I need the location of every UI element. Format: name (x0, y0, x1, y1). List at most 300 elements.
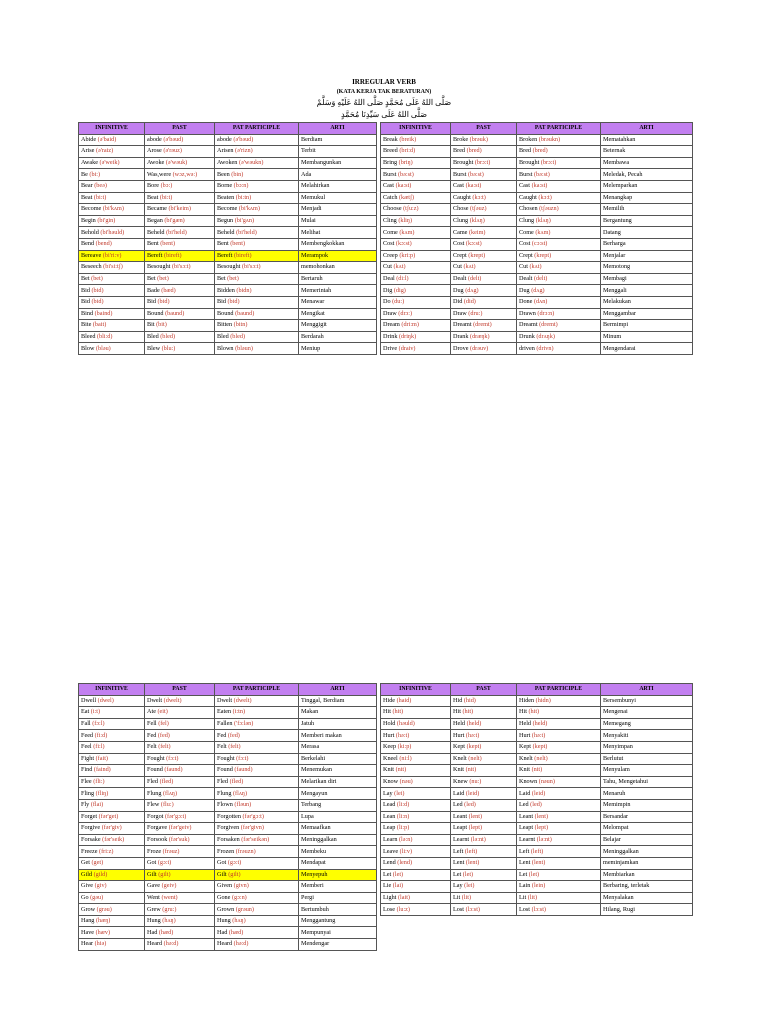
phonetic: (hæd) (228, 928, 244, 936)
meaning-cell: Lupa (299, 811, 377, 823)
phonetic: (nəu) (399, 778, 413, 786)
table-row (381, 192, 693, 204)
table-row (381, 811, 693, 823)
past-participle-cell (517, 331, 601, 343)
phonetic: (hit) (392, 708, 404, 716)
past-cell (145, 250, 215, 262)
phonetic: (lə:nt) (536, 836, 552, 844)
verb-word: Gild (81, 870, 93, 878)
phonetic: (kliŋ) (398, 217, 413, 225)
phonetic: (led) (530, 801, 542, 809)
past-participle-cell (215, 273, 299, 285)
past-cell (145, 707, 215, 719)
verb-word: Catch (383, 193, 398, 201)
infinitive-cell (79, 204, 145, 216)
infinitive-cell (79, 834, 145, 846)
infinitive-cell (381, 273, 451, 285)
verb-word: Become (217, 205, 238, 213)
phonetic: (bitn) (233, 321, 248, 329)
verb-word: Clung (453, 217, 469, 225)
past-cell (145, 799, 215, 811)
phonetic: (fel) (158, 720, 169, 728)
phonetic: (leid) (531, 789, 546, 797)
past-participle-cell (215, 799, 299, 811)
verb-word: Fallen (217, 720, 233, 728)
past-participle-cell (517, 308, 601, 320)
phonetic: (ka:st) (395, 182, 412, 190)
phonetic: (bi'held) (166, 228, 187, 236)
verb-word: Light (383, 893, 397, 901)
phonetic: (faind) (93, 766, 111, 774)
meaning-cell: Mematahkan (601, 134, 693, 146)
verb-word: Flung (217, 789, 232, 797)
meaning-cell: Pergi (299, 892, 377, 904)
table-row (381, 788, 693, 800)
table-row (79, 343, 377, 355)
infinitive-cell (79, 134, 145, 146)
phonetic: (bend) (95, 240, 112, 248)
verb-word: Find (81, 766, 93, 774)
phonetic: (dwelt) (163, 696, 182, 704)
table-row (79, 262, 377, 274)
table-row (381, 273, 693, 285)
table-row (381, 741, 693, 753)
past-participle-cell (215, 892, 299, 904)
past-participle-cell (517, 320, 601, 332)
past-participle-cell (517, 227, 601, 239)
phonetic: (hiə) (94, 940, 107, 948)
table-row (79, 204, 377, 216)
table-row (381, 869, 693, 881)
past-cell (451, 204, 517, 216)
table-row (79, 215, 377, 227)
verb-word: Lost (519, 905, 531, 913)
verb-word: Learn (383, 836, 398, 844)
verb-word: Lean (383, 812, 396, 820)
verb-word: Fed (217, 731, 227, 739)
phonetic: (get) (91, 859, 104, 867)
phonetic: (gɔ:t) (227, 859, 242, 867)
phonetic: (flu:) (160, 801, 174, 809)
phonetic: (hə:t) (531, 731, 546, 739)
past-cell (145, 227, 215, 239)
past-participle-cell (215, 707, 299, 719)
verb-word: Bred (519, 147, 532, 155)
infinitive-cell (381, 788, 451, 800)
infinitive-cell (79, 846, 145, 858)
infinitive-cell (381, 157, 451, 169)
verb-word: Lent (453, 859, 465, 867)
phonetic: (bə:st) (467, 170, 484, 178)
meaning-cell: meminjamkan (601, 857, 693, 869)
infinitive-cell (79, 823, 145, 835)
phonetic: (briŋ) (398, 159, 413, 167)
meaning-cell: Mendengar (299, 939, 377, 951)
verb-word: Burst (383, 170, 397, 178)
phonetic: (hid) (463, 696, 476, 704)
infinitive-cell (79, 238, 145, 250)
phonetic: (nit) (395, 766, 407, 774)
phonetic: (lai) (392, 882, 404, 890)
verb-word: Abide (81, 135, 97, 143)
meaning-cell: Berkelahi (299, 753, 377, 765)
phonetic: (lei) (394, 789, 405, 797)
table-row (79, 730, 377, 742)
phonetic: (hidn) (535, 696, 551, 704)
meaning-cell: Melihat (299, 227, 377, 239)
verb-word: Become (81, 205, 102, 213)
infinitive-cell (79, 180, 145, 192)
verb-word: Drove (453, 344, 469, 352)
past-participle-cell (215, 320, 299, 332)
table-row (381, 904, 693, 916)
verb-word: Gilt (217, 870, 227, 878)
verb-table-top-left (78, 122, 377, 355)
past-participle-cell (215, 939, 299, 951)
infinitive-cell (79, 869, 145, 881)
verb-word: Lay (453, 882, 463, 890)
verb-word: Keep (383, 743, 397, 751)
past-cell (451, 904, 517, 916)
meaning-cell: Tahu, Mengetahui (601, 776, 693, 788)
table-row (381, 250, 693, 262)
past-participle-cell (215, 296, 299, 308)
verb-word: Burst (453, 170, 467, 178)
verb-word: Forsaken (217, 836, 240, 844)
past-cell (145, 881, 215, 893)
verb-word: Lit (453, 893, 461, 901)
phonetic: (fər'gɔ:t) (242, 812, 264, 820)
infinitive-cell (381, 215, 451, 227)
verb-word: Lend (383, 859, 396, 867)
past-cell (451, 765, 517, 777)
past-participle-cell (215, 157, 299, 169)
verb-word: Behold (81, 228, 99, 236)
past-cell (145, 215, 215, 227)
verb-word: Give (81, 882, 94, 890)
verb-word: Lent (519, 859, 531, 867)
table-row (381, 169, 693, 181)
phonetic: (ka:st) (465, 182, 482, 190)
column-header: PAST (451, 123, 517, 135)
column-header: INFINITIVE (79, 123, 145, 135)
infinitive-cell (79, 296, 145, 308)
past-participle-cell (517, 695, 601, 707)
past-cell (451, 881, 517, 893)
infinitive-cell (79, 788, 145, 800)
phonetic: (fər'gɔ:t) (164, 812, 187, 820)
past-cell (145, 343, 215, 355)
phonetic: (fər'seikən) (241, 836, 270, 844)
past-cell (145, 846, 215, 858)
phonetic: (drəuv) (470, 344, 489, 352)
column-header: PAT PARTICIPLE (215, 684, 299, 696)
verb-word: Deal (383, 275, 395, 283)
meaning-cell: Makan (299, 707, 377, 719)
past-participle-cell (517, 741, 601, 753)
infinitive-cell (381, 285, 451, 297)
phonetic: (baund) (235, 309, 255, 317)
meaning-cell: Bergantung (601, 215, 693, 227)
infinitive-cell (381, 823, 451, 835)
phonetic: (ə'wəuk) (165, 159, 188, 167)
phonetic: (gru:) (162, 905, 177, 913)
phonetic: (gɔ:n) (231, 893, 247, 901)
past-cell (451, 308, 517, 320)
phonetic: (bɔ:n) (233, 182, 249, 190)
past-participle-cell (517, 192, 601, 204)
verb-word: Knit (453, 766, 465, 774)
infinitive-cell (79, 308, 145, 320)
past-participle-cell (517, 707, 601, 719)
verb-word: Grow (81, 905, 96, 913)
verb-word: Kneel (383, 754, 398, 762)
phonetic: (drɔ:n) (537, 309, 555, 317)
phonetic: (bi'gæn) (164, 217, 185, 225)
infinitive-cell (79, 192, 145, 204)
past-participle-cell (215, 788, 299, 800)
verb-word: Beat (81, 193, 93, 201)
verb-word: Burst (519, 170, 533, 178)
phonetic: (ə'rizn) (235, 147, 253, 155)
verb-word: Forsake (81, 836, 101, 844)
verb-word: Bet (81, 275, 90, 283)
past-participle-cell (517, 718, 601, 730)
meaning-cell: Berdarah (299, 331, 377, 343)
phonetic: (bireft) (164, 251, 182, 259)
verb-word: Bereft (147, 251, 163, 259)
table-row (79, 927, 377, 939)
verb-word: Arose (147, 147, 162, 155)
past-cell (451, 892, 517, 904)
page-subtitle: (KATA KERJA TAK BERATURAN) (336, 89, 432, 95)
verb-word: Found (147, 766, 163, 774)
verb-word: Fall (81, 720, 91, 728)
verb-word: Blow (81, 344, 95, 352)
phonetic: (faund) (234, 766, 253, 774)
infinitive-cell (381, 250, 451, 262)
table-row (381, 846, 693, 858)
phonetic: (bit) (156, 321, 167, 329)
verb-word: Forgave (147, 824, 168, 832)
table-row (381, 695, 693, 707)
phonetic: (fər'geiv) (168, 824, 192, 832)
verb-word: Hit (519, 708, 527, 716)
past-participle-cell (517, 869, 601, 881)
past-cell (145, 834, 215, 846)
table-row (79, 741, 377, 753)
meaning-cell: Menggantung (299, 915, 377, 927)
past-cell (145, 262, 215, 274)
infinitive-cell (381, 834, 451, 846)
past-participle-cell (215, 250, 299, 262)
phonetic: (brɔ:t) (540, 159, 557, 167)
phonetic: (tʃəuzn) (539, 205, 559, 213)
past-cell (145, 320, 215, 332)
verb-word: Fled (217, 778, 229, 786)
verb-word: Bled (217, 332, 229, 340)
phonetic: (bent) (160, 240, 176, 248)
phonetic: (drɔ:) (398, 309, 413, 317)
verb-word: Come (383, 228, 398, 236)
table-row (79, 308, 377, 320)
verb-word: Bid (217, 298, 226, 306)
phonetic: (bi'gin) (97, 217, 116, 225)
past-cell (145, 157, 215, 169)
phonetic: (li:p) (396, 824, 410, 832)
verb-word: Bereave (81, 251, 102, 259)
phonetic: (bent) (230, 240, 246, 248)
column-header: ARTI (601, 684, 693, 696)
phonetic: (dʌg) (465, 286, 479, 294)
meaning-cell: Berbaring, terletak (601, 881, 693, 893)
past-participle-cell (517, 215, 601, 227)
phonetic: (gɔ:t) (157, 859, 172, 867)
verb-word: Crept (519, 251, 533, 259)
past-participle-cell (215, 169, 299, 181)
phonetic: (nelt) (468, 754, 482, 762)
meaning-cell: Datang (601, 227, 693, 239)
meaning-cell: Meledak, Pecah (601, 169, 693, 181)
verb-word: Bleed (81, 332, 96, 340)
phonetic: (flʌŋ) (233, 789, 248, 797)
phonetic: (lə:nt) (470, 836, 486, 844)
verb-word: Had (147, 928, 158, 936)
past-participle-cell (215, 146, 299, 158)
past-participle-cell (517, 892, 601, 904)
phonetic: (lent) (531, 859, 546, 867)
past-cell (145, 741, 215, 753)
infinitive-cell (381, 320, 451, 332)
infinitive-cell (79, 811, 145, 823)
verb-word: Awoken (217, 159, 238, 167)
past-cell (145, 823, 215, 835)
phonetic: (lent) (468, 812, 483, 820)
table-row (79, 146, 377, 158)
verb-word: Cut (383, 263, 392, 271)
verb-word: Leapt (453, 824, 468, 832)
phonetic: (drivn) (536, 344, 554, 352)
infinitive-cell (79, 915, 145, 927)
verb-word: Bid (147, 298, 156, 306)
infinitive-cell (381, 695, 451, 707)
phonetic: (breik) (399, 135, 417, 143)
verb-word: Beaten (217, 193, 235, 201)
phonetic: (dwel) (97, 696, 114, 704)
past-participle-cell (215, 846, 299, 858)
phonetic: (bait) (92, 321, 107, 329)
infinitive-cell (381, 707, 451, 719)
infinitive-cell (381, 846, 451, 858)
phonetic: (nelt) (534, 754, 548, 762)
meaning-cell: Berlutut (601, 753, 693, 765)
phonetic: (bi'gʌn) (234, 217, 255, 225)
verb-word: Forgiven (217, 824, 240, 832)
past-participle-cell (517, 823, 601, 835)
infinitive-cell (79, 169, 145, 181)
past-participle-cell (215, 915, 299, 927)
past-participle-cell (215, 776, 299, 788)
arabic-line-1: صَلَّى اللهُ عَلَى مُحَمَّدٍ صَلَّى اللهُ عَلَيْهِ وَسَلَّمْ (316, 98, 452, 107)
verb-word: Cast (383, 182, 395, 190)
verb-word: Drunk (519, 332, 535, 340)
phonetic: (let) (462, 870, 474, 878)
verb-word: Eat (81, 708, 90, 716)
phonetic: (dʌg) (531, 286, 545, 294)
phonetic: (lent) (534, 812, 549, 820)
table-row (79, 915, 377, 927)
verb-word: Besought (147, 263, 171, 271)
verb-word: Been (217, 170, 230, 178)
phonetic: (fed) (157, 731, 170, 739)
infinitive-cell (381, 811, 451, 823)
verb-word: Hide (383, 696, 396, 704)
verb-word: Drink (383, 332, 398, 340)
meaning-cell: Memimpin (601, 799, 693, 811)
phonetic: (bin) (231, 170, 244, 178)
verb-word: Got (217, 859, 227, 867)
verb-word: Heard (147, 940, 163, 948)
verb-word: Begin (81, 217, 96, 225)
phonetic: (bə:st) (397, 170, 414, 178)
past-participle-cell (517, 134, 601, 146)
past-cell (451, 834, 517, 846)
verb-word: Eaten (217, 708, 232, 716)
verb-word: Borne (217, 182, 233, 190)
meaning-cell: Menyulam (601, 765, 693, 777)
past-cell (451, 718, 517, 730)
phonetic: (beə) (94, 182, 107, 190)
phonetic: (lept) (468, 824, 483, 832)
phonetic: (left) (464, 847, 478, 855)
verb-word: Go (81, 893, 89, 901)
past-participle-cell (517, 343, 601, 355)
verb-word: Laid (519, 789, 531, 797)
past-participle-cell (215, 238, 299, 250)
meaning-cell: Bertaruh (299, 273, 377, 285)
verb-word: Arise (81, 147, 95, 155)
verb-word: Fly (81, 801, 90, 809)
phonetic: (i:tn) (232, 708, 246, 716)
verb-word: Flew (147, 801, 160, 809)
past-participle-cell (215, 741, 299, 753)
infinitive-cell (79, 927, 145, 939)
meaning-cell: Merasa (299, 741, 377, 753)
past-participle-cell (517, 273, 601, 285)
meaning-cell: Menggigit (299, 320, 377, 332)
verb-word: abode (147, 135, 162, 143)
past-cell (451, 823, 517, 835)
infinitive-cell (381, 881, 451, 893)
verb-word: Dreamt (519, 321, 538, 329)
verb-word: Gilt (147, 870, 157, 878)
past-participle-cell (517, 285, 601, 297)
verb-word: Arisen (217, 147, 234, 155)
past-participle-cell (215, 730, 299, 742)
table-row (381, 834, 693, 846)
phonetic: (eit) (157, 708, 168, 716)
verb-word: Gone (217, 893, 231, 901)
verb-word: Bent (217, 240, 229, 248)
meaning-cell: Mengayun (299, 788, 377, 800)
verb-word: Hit (453, 708, 461, 716)
verb-word: Forgot (147, 812, 164, 820)
phonetic: (brɔ:t) (474, 159, 491, 167)
phonetic: (dig) (393, 286, 406, 294)
verb-word: Broken (519, 135, 538, 143)
phonetic: (fi:d) (94, 731, 108, 739)
infinitive-cell (79, 250, 145, 262)
